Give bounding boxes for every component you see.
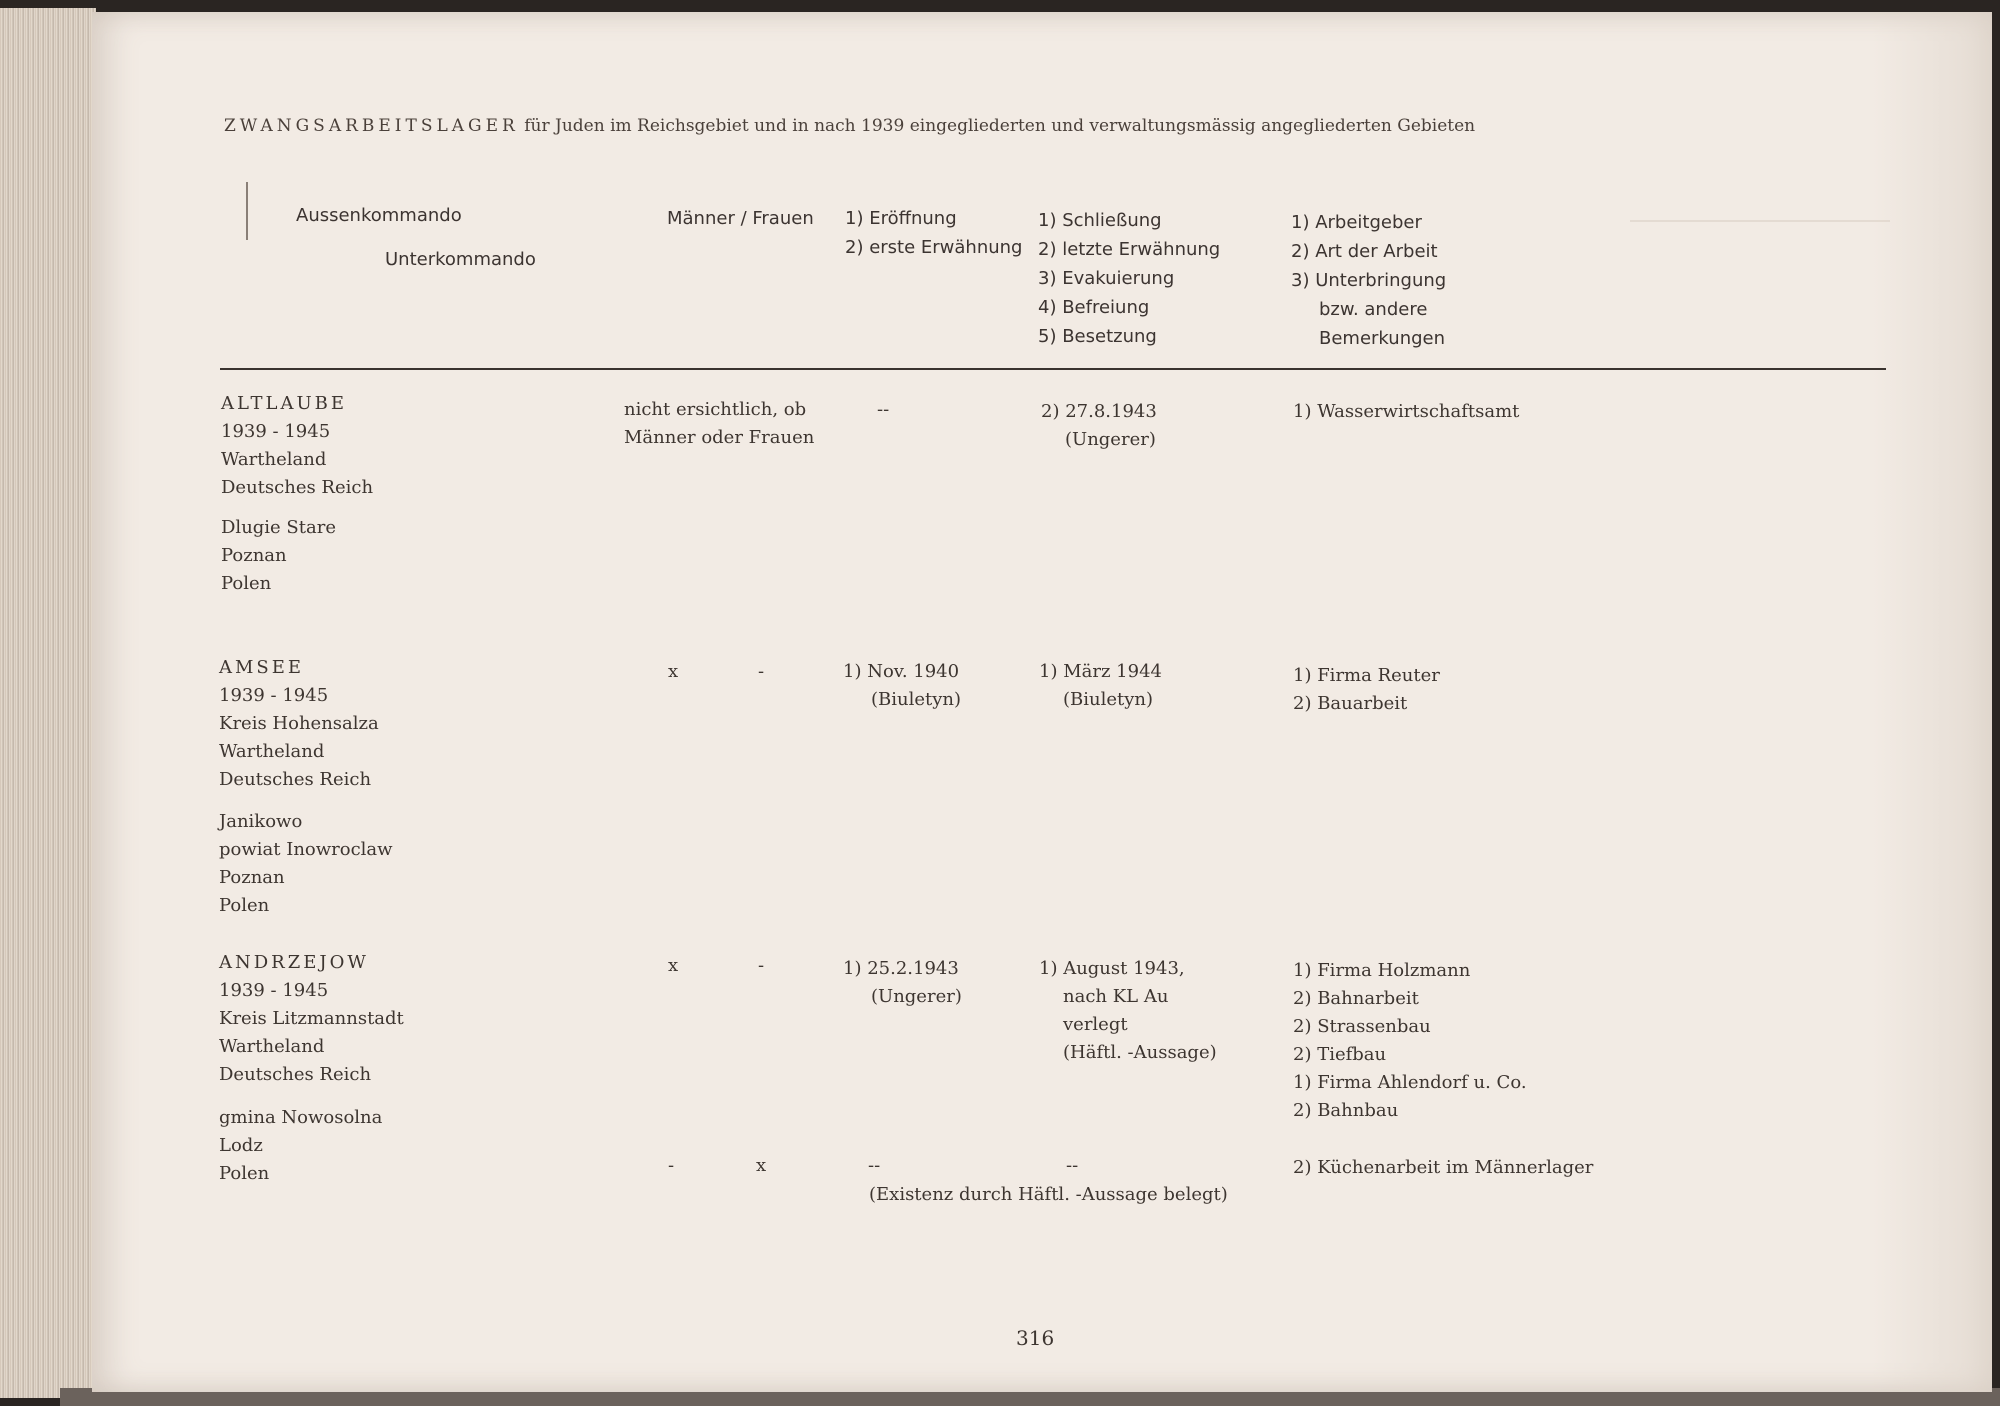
entry-closing [1041,398,1157,454]
header-maenner-frauen: Männer / Frauen [667,208,814,229]
location-line: 1939 - 1945 [221,421,331,442]
opening-line: (Ungerer) [871,986,962,1007]
sublocation-line: Poznan [219,867,285,888]
sublocation-line: Janikowo [219,811,303,832]
header-remarks-line: 2) Art der Arbeit [1291,241,1438,262]
closing-line: nach KL Au [1063,986,1169,1007]
entry-location [219,949,404,1089]
header-col-opening [845,204,1023,262]
header-remarks-line: Bemerkungen [1319,328,1446,349]
camp-name: AMSEE [219,657,305,678]
entry-closing: -- [1066,1155,1079,1176]
entry-remarks [1293,957,1527,1125]
gender-line: Männer oder Frauen [624,427,815,448]
entry-closing [1039,955,1217,1067]
location-line: Wartheland [219,741,325,762]
closing-line: (Häftl. -Aussage) [1063,1042,1217,1063]
entry-remarks [1293,662,1440,718]
closing-line: 1) August 1943, [1039,958,1185,979]
book-page-edges [0,8,96,1398]
location-line: Deutsches Reich [219,1064,372,1085]
closing-line: verlegt [1063,1014,1128,1035]
header-closing-line: 4) Befreiung [1038,297,1150,318]
camp-name: ALTLAUBE [221,393,347,414]
location-line: 1939 - 1945 [219,980,329,1001]
sublocation-line: Polen [219,895,270,916]
entry-remarks: 1) Wasserwirtschaftsamt [1293,401,1520,422]
entry-closing [1039,658,1162,714]
header-closing-line: 1) Schließung [1038,210,1162,231]
location-line: Kreis Litzmannstadt [219,1008,404,1029]
page-title [224,116,1644,136]
entry-men-mark: - [668,1155,675,1176]
header-closing-line: 2) letzte Erwähnung [1038,239,1221,260]
remarks-line: 1) Firma Ahlendorf u. Co. [1293,1072,1527,1093]
entry-opening [843,955,962,1011]
entry-women-mark: x [756,1155,767,1176]
entry-remarks: 2) Küchenarbeit im Männerlager [1293,1157,1594,1178]
entry-location [221,390,373,502]
sublocation-line: Polen [221,573,272,594]
header-closing-line: 3) Evakuierung [1038,268,1175,289]
location-line: Deutsches Reich [221,477,374,498]
remarks-line: 2) Strassenbau [1293,1016,1431,1037]
page-bleed-shade [1872,12,1992,1392]
remarks-line: 1) Firma Holzmann [1293,960,1471,981]
location-line: 1939 - 1945 [219,685,329,706]
location-line: Deutsches Reich [219,769,372,790]
entry-opening: -- [868,1155,881,1176]
header-opening-line: 1) Eröffnung [845,208,957,229]
closing-line: (Biuletyn) [1063,689,1154,710]
camp-name: ANDRZEJOW [219,952,369,973]
title-caps: ZWANGSARBEITSLAGER [224,116,519,136]
entry-women-mark: - [758,661,765,682]
closing-line: 1) März 1944 [1039,661,1162,682]
closing-line: 2) 27.8.1943 [1041,401,1157,422]
entry-sublocation [221,514,336,598]
page-number: 316 [1016,1326,1055,1350]
location-line: Kreis Hohensalza [219,713,379,734]
sublocation-line: Poznan [221,545,287,566]
entry-opening: -- [877,399,890,420]
sublocation-line: Polen [219,1163,270,1184]
remarks-line: 2) Bahnbau [1293,1100,1399,1121]
sublocation-line: gmina Nowosolna [219,1107,383,1128]
header-opening-line: 2) erste Erwähnung [845,237,1023,258]
remarks-line: 2) Tiefbau [1293,1044,1387,1065]
header-col-remarks [1291,208,1446,353]
entry-women-mark: - [758,955,765,976]
entry-note: (Existenz durch Häftl. -Aussage belegt) [869,1184,1228,1205]
entry-men-mark: x [668,955,679,976]
entry-gender [624,396,814,452]
header-col-closing [1038,206,1220,351]
entry-men-mark: x [668,661,679,682]
location-line: Wartheland [221,449,327,470]
sublocation-line: Lodz [219,1135,263,1156]
opening-line: 1) 25.2.1943 [843,958,959,979]
entry-opening [843,658,961,714]
header-closing-line: 5) Besetzung [1038,326,1157,347]
header-remarks-line: 1) Arbeitgeber [1291,212,1422,233]
header-remarks-line: 3) Unterbringung [1291,270,1447,291]
remarks-line: 2) Bahnarbeit [1293,988,1419,1009]
entry-location [219,654,379,794]
header-unterkommando: Unterkommando [385,249,536,270]
location-line: Wartheland [219,1036,325,1057]
sublocation-line: powiat Inowroclaw [219,839,393,860]
gender-line: nicht ersichtlich, ob [624,399,807,420]
bleed-through-decor [1630,220,1890,242]
opening-line: 1) Nov. 1940 [843,661,960,682]
entry-sublocation [219,808,393,920]
header-aussenkommando: Aussenkommando [296,205,462,226]
closing-line: (Ungerer) [1065,429,1156,450]
header-remarks-line: bzw. andere [1319,299,1428,320]
title-rest: für Juden im Reichsgebiet und in nach 1939 eingegliederten und verwaltungsmässig angegliederten Gebieten [518,116,1476,136]
header-divider [220,368,1886,370]
remarks-line: 2) Bauarbeit [1293,693,1408,714]
remarks-line: 1) Firma Reuter [1293,665,1440,686]
header-margin-mark [246,182,248,240]
opening-line: (Biuletyn) [871,689,962,710]
entry-sublocation [219,1104,382,1188]
sublocation-line: Dlugie Stare [221,517,336,538]
